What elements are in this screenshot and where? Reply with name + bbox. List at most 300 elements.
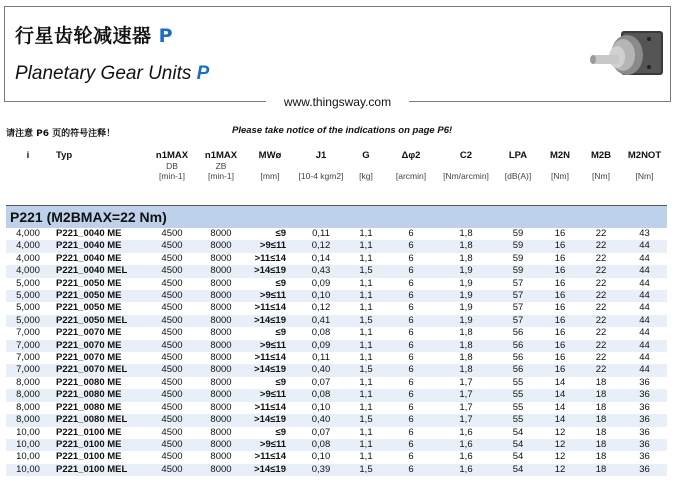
table-cell: 12 xyxy=(540,464,580,476)
table-cell: 4500 xyxy=(146,340,198,352)
table-cell: >11≤14 xyxy=(244,402,296,414)
table-cell: 16 xyxy=(540,340,580,352)
table-cell: 6 xyxy=(386,315,436,327)
table-cell: >9≤11 xyxy=(244,389,296,401)
table-cell: 8000 xyxy=(198,352,244,364)
table-row xyxy=(6,364,667,376)
table-row xyxy=(6,377,667,389)
table-cell: 1,1 xyxy=(346,240,386,252)
table-cell: 59 xyxy=(496,240,540,252)
col-header: Typ xyxy=(50,148,146,206)
table-cell: 1,8 xyxy=(436,228,496,240)
table-cell: 57 xyxy=(496,290,540,302)
table-cell: 0,39 xyxy=(296,464,346,476)
table-cell: 1,8 xyxy=(436,240,496,252)
table-cell: 4500 xyxy=(146,364,198,376)
table-cell: 44 xyxy=(622,327,667,339)
table-cell: P221_0080 ME xyxy=(50,377,146,389)
table-cell: 12 xyxy=(540,451,580,463)
col-header: n1MAX ZB [min-1] xyxy=(198,148,244,206)
table-cell: 4,000 xyxy=(6,240,50,252)
col-header: J1 [10-4 kgm2] xyxy=(296,148,346,206)
table-cell: ≤9 xyxy=(244,228,296,240)
table-cell: 4500 xyxy=(146,439,198,451)
table-cell: P221_0080 ME xyxy=(50,402,146,414)
table-cell: 55 xyxy=(496,414,540,426)
table-cell: 1,1 xyxy=(346,290,386,302)
table-cell: 1,8 xyxy=(436,340,496,352)
table-cell: 0,08 xyxy=(296,389,346,401)
col-header: i xyxy=(6,148,50,206)
table-cell: P221_0040 ME xyxy=(50,240,146,252)
table-cell: 0,12 xyxy=(296,302,346,314)
table-cell: 0,12 xyxy=(296,240,346,252)
table-cell: 8000 xyxy=(198,278,244,290)
table-cell: 55 xyxy=(496,402,540,414)
table-cell: 10,00 xyxy=(6,451,50,463)
table-cell: 14 xyxy=(540,389,580,401)
table-cell: 4500 xyxy=(146,451,198,463)
table-cell: 1,1 xyxy=(346,327,386,339)
table-cell: 1,6 xyxy=(436,427,496,439)
table-cell: 59 xyxy=(496,265,540,277)
table-cell: 4500 xyxy=(146,228,198,240)
table-cell: 22 xyxy=(580,302,622,314)
table-cell: 1,1 xyxy=(346,402,386,414)
table-row xyxy=(6,352,667,364)
table-cell: 44 xyxy=(622,352,667,364)
table-cell: 44 xyxy=(622,290,667,302)
group-title: P221 (M2BMAX=22 Nm) xyxy=(6,206,667,229)
table-cell: 22 xyxy=(580,327,622,339)
table-cell: 1,1 xyxy=(346,340,386,352)
table-cell: 8000 xyxy=(198,389,244,401)
table-row xyxy=(6,290,667,302)
table-cell: P221_0070 ME xyxy=(50,340,146,352)
table-cell: 4500 xyxy=(146,464,198,476)
table-cell: 1,5 xyxy=(346,364,386,376)
table-cell: 1,1 xyxy=(346,389,386,401)
table-cell: 59 xyxy=(496,228,540,240)
table-cell: 12 xyxy=(540,427,580,439)
table-cell: 8000 xyxy=(198,439,244,451)
table-cell: >14≤19 xyxy=(244,265,296,277)
table-cell: 57 xyxy=(496,302,540,314)
table-cell: P221_0070 MEL xyxy=(50,364,146,376)
table-cell: P221_0080 MEL xyxy=(50,414,146,426)
table-header-row xyxy=(6,148,667,206)
table-cell: 36 xyxy=(622,389,667,401)
table-cell: 4500 xyxy=(146,315,198,327)
table-cell: 14 xyxy=(540,414,580,426)
table-cell: 16 xyxy=(540,364,580,376)
table-cell: 16 xyxy=(540,278,580,290)
table-cell: >11≤14 xyxy=(244,451,296,463)
col-header: G [kg] xyxy=(346,148,386,206)
table-cell: 0,11 xyxy=(296,228,346,240)
table-cell: 4500 xyxy=(146,253,198,265)
table-cell: 56 xyxy=(496,364,540,376)
table-cell: 4,000 xyxy=(6,228,50,240)
series-letter-cn: P xyxy=(158,25,174,47)
table-row xyxy=(6,389,667,401)
table-cell: 1,1 xyxy=(346,352,386,364)
series-letter-en: P xyxy=(196,63,210,84)
table-cell: 1,1 xyxy=(346,302,386,314)
table-cell: 22 xyxy=(580,278,622,290)
col-header: LPA [dB(A)] xyxy=(496,148,540,206)
table-cell: 0,07 xyxy=(296,427,346,439)
table-cell: 0,08 xyxy=(296,439,346,451)
table-cell: >11≤14 xyxy=(244,352,296,364)
table-cell: 16 xyxy=(540,265,580,277)
specification-table xyxy=(6,148,667,476)
table-cell: 8000 xyxy=(198,377,244,389)
table-cell: 8,000 xyxy=(6,377,50,389)
table-cell: 4500 xyxy=(146,290,198,302)
table-cell: 56 xyxy=(496,352,540,364)
table-cell: 10,00 xyxy=(6,439,50,451)
table-cell: 18 xyxy=(580,402,622,414)
table-cell: 0,08 xyxy=(296,327,346,339)
table-cell: 1,9 xyxy=(436,315,496,327)
table-cell: P221_0100 ME xyxy=(50,427,146,439)
table-cell: 6 xyxy=(386,414,436,426)
table-cell: 4500 xyxy=(146,377,198,389)
table-row xyxy=(6,402,667,414)
table-cell: 0,09 xyxy=(296,340,346,352)
table-cell: 16 xyxy=(540,352,580,364)
table-cell: 1,5 xyxy=(346,414,386,426)
table-cell: 36 xyxy=(622,439,667,451)
table-cell: >14≤19 xyxy=(244,464,296,476)
table-cell: 0,40 xyxy=(296,364,346,376)
table-cell: >9≤11 xyxy=(244,439,296,451)
table-row xyxy=(6,228,667,240)
table-cell: 0,14 xyxy=(296,253,346,265)
table-cell: 54 xyxy=(496,451,540,463)
table-cell: 44 xyxy=(622,265,667,277)
table-cell: P221_0070 ME xyxy=(50,327,146,339)
table-cell: 1,8 xyxy=(436,352,496,364)
table-cell: 0,43 xyxy=(296,265,346,277)
table-cell: P221_0040 ME xyxy=(50,253,146,265)
table-cell: 8000 xyxy=(198,253,244,265)
table-cell: >9≤11 xyxy=(244,290,296,302)
table-cell: 7,000 xyxy=(6,327,50,339)
table-cell: 1,1 xyxy=(346,253,386,265)
notice-chinese: 请注意 P6 页的符号注释！ xyxy=(6,129,116,139)
table-cell: P221_0040 ME xyxy=(50,228,146,240)
table-cell: P221_0050 ME xyxy=(50,290,146,302)
table-cell: 5,000 xyxy=(6,290,50,302)
table-cell: 5,000 xyxy=(6,302,50,314)
table-cell: 6 xyxy=(386,290,436,302)
table-cell: 16 xyxy=(540,315,580,327)
table-cell: 18 xyxy=(580,414,622,426)
table-row xyxy=(6,427,667,439)
table-cell: P221_0100 ME xyxy=(50,439,146,451)
table-cell: 14 xyxy=(540,377,580,389)
table-cell: 36 xyxy=(622,402,667,414)
table-cell: >14≤19 xyxy=(244,364,296,376)
table-cell: 5,000 xyxy=(6,278,50,290)
table-cell: 1,8 xyxy=(436,253,496,265)
group-title-row xyxy=(6,206,667,229)
table-cell: 0,11 xyxy=(296,352,346,364)
table-cell: >14≤19 xyxy=(244,315,296,327)
table-cell: 1,6 xyxy=(436,464,496,476)
table-cell: 6 xyxy=(386,278,436,290)
table-cell: 36 xyxy=(622,414,667,426)
table-cell: 7,000 xyxy=(6,340,50,352)
table-cell: 1,5 xyxy=(346,315,386,327)
gear-unit-product-icon xyxy=(587,25,671,87)
table-row xyxy=(6,315,667,327)
table-cell: 0,10 xyxy=(296,451,346,463)
table-cell: P221_0050 ME xyxy=(50,278,146,290)
table-cell: ≤9 xyxy=(244,327,296,339)
table-cell: 6 xyxy=(386,439,436,451)
table-cell: 8000 xyxy=(198,290,244,302)
table-cell: 1,9 xyxy=(436,290,496,302)
table-cell: 0,10 xyxy=(296,290,346,302)
table-cell: 4500 xyxy=(146,352,198,364)
table-cell: 6 xyxy=(386,427,436,439)
table-cell: P221_0100 MEL xyxy=(50,464,146,476)
table-cell: 8000 xyxy=(198,265,244,277)
table-cell: 6 xyxy=(386,228,436,240)
table-cell: 1,9 xyxy=(436,302,496,314)
table-cell: 4500 xyxy=(146,402,198,414)
table-cell: 12 xyxy=(540,439,580,451)
table-cell: 0,07 xyxy=(296,377,346,389)
table-cell: ≤9 xyxy=(244,377,296,389)
table-cell: 1,5 xyxy=(346,265,386,277)
table-cell: 44 xyxy=(622,278,667,290)
table-cell: 8,000 xyxy=(6,389,50,401)
table-cell: 4500 xyxy=(146,302,198,314)
table-cell: 8000 xyxy=(198,427,244,439)
table-cell: 4,000 xyxy=(6,265,50,277)
table-cell: 55 xyxy=(496,377,540,389)
table-row xyxy=(6,278,667,290)
title-chinese: 行星齿轮减速器 P xyxy=(15,25,174,47)
table-cell: 1,7 xyxy=(436,402,496,414)
table-cell: >11≤14 xyxy=(244,253,296,265)
table-cell: 22 xyxy=(580,290,622,302)
table-cell: 7,000 xyxy=(6,352,50,364)
website-url: www.thingsway.com xyxy=(280,95,395,109)
table-cell: 6 xyxy=(386,352,436,364)
table-cell: 36 xyxy=(622,464,667,476)
table-cell: 18 xyxy=(580,377,622,389)
table-cell: 8000 xyxy=(198,327,244,339)
table-cell: 1,9 xyxy=(436,278,496,290)
table-cell: 4,000 xyxy=(6,253,50,265)
table-row xyxy=(6,439,667,451)
table-cell: 22 xyxy=(580,340,622,352)
table-cell: 6 xyxy=(386,327,436,339)
table-cell: 1,7 xyxy=(436,414,496,426)
table-cell: >9≤11 xyxy=(244,240,296,252)
table-cell: 4500 xyxy=(146,389,198,401)
table-cell: 54 xyxy=(496,439,540,451)
table-cell: 8,000 xyxy=(6,414,50,426)
table-cell: 54 xyxy=(496,427,540,439)
table-cell: 6 xyxy=(386,364,436,376)
col-header: Δφ2 [arcmin] xyxy=(386,148,436,206)
table-cell: P221_0080 ME xyxy=(50,389,146,401)
table-cell: 44 xyxy=(622,364,667,376)
table-cell: P221_0040 MEL xyxy=(50,265,146,277)
table-cell: 44 xyxy=(622,253,667,265)
table-cell: 1,1 xyxy=(346,377,386,389)
table-cell: 8000 xyxy=(198,464,244,476)
table-row xyxy=(6,265,667,277)
table-cell: 22 xyxy=(580,352,622,364)
table-cell: 8000 xyxy=(198,315,244,327)
table-cell: 22 xyxy=(580,228,622,240)
table-cell: 16 xyxy=(540,253,580,265)
table-cell: 1,7 xyxy=(436,389,496,401)
table-cell: ≤9 xyxy=(244,427,296,439)
table-cell: 36 xyxy=(622,427,667,439)
table-cell: 22 xyxy=(580,240,622,252)
table-cell: 22 xyxy=(580,265,622,277)
table-cell: 54 xyxy=(496,464,540,476)
table-cell: 18 xyxy=(580,464,622,476)
table-cell: 0,10 xyxy=(296,402,346,414)
table-cell: 16 xyxy=(540,290,580,302)
table-cell: 8000 xyxy=(198,414,244,426)
table-cell: 6 xyxy=(386,302,436,314)
table-row xyxy=(6,302,667,314)
table-cell: 8,000 xyxy=(6,402,50,414)
table-cell: 6 xyxy=(386,340,436,352)
table-cell: 6 xyxy=(386,377,436,389)
table-cell: 1,6 xyxy=(436,451,496,463)
table-cell: 1,5 xyxy=(346,464,386,476)
table-cell: 57 xyxy=(496,278,540,290)
table-cell: 44 xyxy=(622,240,667,252)
table-cell: 8000 xyxy=(198,364,244,376)
table-cell: 10,00 xyxy=(6,427,50,439)
notice-english: Please take notice of the indications on page P6! xyxy=(232,125,453,136)
table-cell: P221_0050 ME xyxy=(50,302,146,314)
table-cell: 1,1 xyxy=(346,228,386,240)
table-cell: >14≤19 xyxy=(244,414,296,426)
table-cell: 18 xyxy=(580,451,622,463)
table-cell: P221_0050 MEL xyxy=(50,315,146,327)
table-cell: 8000 xyxy=(198,340,244,352)
table-cell: 0,41 xyxy=(296,315,346,327)
table-cell: 16 xyxy=(540,228,580,240)
table-cell: 1,7 xyxy=(436,377,496,389)
table-cell: P221_0070 ME xyxy=(50,352,146,364)
table-cell: 14 xyxy=(540,402,580,414)
table-cell: 10,00 xyxy=(6,464,50,476)
table-cell: 6 xyxy=(386,464,436,476)
table-cell: 16 xyxy=(540,240,580,252)
table-cell: 57 xyxy=(496,315,540,327)
table-cell: 4500 xyxy=(146,327,198,339)
col-header: M2B [Nm] xyxy=(580,148,622,206)
table-cell: 0,09 xyxy=(296,278,346,290)
table-cell: 18 xyxy=(580,439,622,451)
table-cell: 8000 xyxy=(198,240,244,252)
table-cell: 36 xyxy=(622,451,667,463)
table-cell: 44 xyxy=(622,302,667,314)
table-cell: P221_0100 ME xyxy=(50,451,146,463)
col-header: M2NOT [Nm] xyxy=(622,148,667,206)
table-cell: 4500 xyxy=(146,265,198,277)
table-row xyxy=(6,451,667,463)
col-header: MWø [mm] xyxy=(244,148,296,206)
table-row xyxy=(6,240,667,252)
table-cell: 43 xyxy=(622,228,667,240)
col-header: n1MAX DB [min-1] xyxy=(146,148,198,206)
table-cell: 1,8 xyxy=(436,327,496,339)
page-header xyxy=(4,6,671,102)
table-cell: 36 xyxy=(622,377,667,389)
table-cell: ≤9 xyxy=(244,278,296,290)
table-cell: 6 xyxy=(386,389,436,401)
table-cell: 4500 xyxy=(146,278,198,290)
table-cell: 1,1 xyxy=(346,451,386,463)
table-cell: 8000 xyxy=(198,302,244,314)
table-cell: 16 xyxy=(540,327,580,339)
table-cell: 1,1 xyxy=(346,439,386,451)
table-cell: 18 xyxy=(580,389,622,401)
table-cell: 7,000 xyxy=(6,364,50,376)
title-english: Planetary Gear Units P xyxy=(15,63,210,84)
table-cell: 1,1 xyxy=(346,427,386,439)
table-cell: 8000 xyxy=(198,228,244,240)
table-cell: 59 xyxy=(496,253,540,265)
table-cell: >9≤11 xyxy=(244,340,296,352)
table-cell: 4500 xyxy=(146,427,198,439)
table-cell: 6 xyxy=(386,402,436,414)
table-cell: 1,6 xyxy=(436,439,496,451)
col-header: M2N [Nm] xyxy=(540,148,580,206)
table-cell: 1,9 xyxy=(436,265,496,277)
table-cell: 1,8 xyxy=(436,364,496,376)
table-cell: 44 xyxy=(622,340,667,352)
table-cell: 22 xyxy=(580,315,622,327)
table-cell: 1,1 xyxy=(346,278,386,290)
table-row xyxy=(6,253,667,265)
table-cell: 16 xyxy=(540,302,580,314)
table-cell: 56 xyxy=(496,327,540,339)
table-cell: 0,40 xyxy=(296,414,346,426)
table-cell: 5,000 xyxy=(6,315,50,327)
table-row xyxy=(6,414,667,426)
table-row xyxy=(6,340,667,352)
website-divider xyxy=(4,95,671,109)
table-cell: 8000 xyxy=(198,402,244,414)
table-cell: 55 xyxy=(496,389,540,401)
table-cell: >11≤14 xyxy=(244,302,296,314)
table-cell: 44 xyxy=(622,315,667,327)
table-cell: 56 xyxy=(496,340,540,352)
col-header: C2 [Nm/arcmin] xyxy=(436,148,496,206)
table-cell: 22 xyxy=(580,364,622,376)
table-cell: 6 xyxy=(386,253,436,265)
table-cell: 6 xyxy=(386,240,436,252)
table-cell: 8000 xyxy=(198,451,244,463)
table-cell: 22 xyxy=(580,253,622,265)
